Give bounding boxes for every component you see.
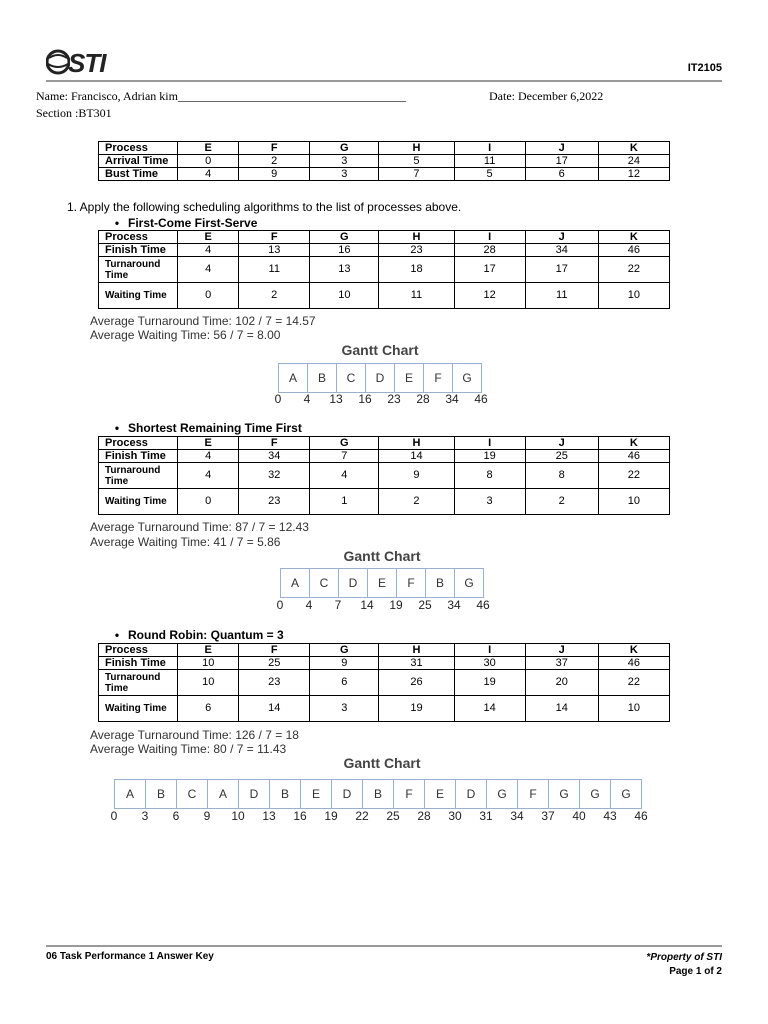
rr-table-cell: 6 — [178, 696, 239, 722]
rr-gantt-cell: B — [270, 780, 301, 808]
globe-icon — [46, 48, 70, 78]
rr-table-cell: 14 — [525, 696, 598, 722]
rr-table-cell: 23 — [239, 670, 310, 696]
fcfs-table-row-label: Finish Time — [99, 244, 178, 257]
fcfs-table-cell: 28 — [454, 244, 525, 257]
srtf-gantt-cell: A — [281, 569, 310, 597]
fcfs-gantt-chart — [278, 363, 482, 393]
srtf-table-cell: 3 — [454, 489, 525, 515]
rr-table-cell: 37 — [525, 657, 598, 670]
process-table-cell: I — [454, 142, 525, 155]
fcfs-table-row — [99, 257, 670, 283]
rr-table-cell: 9 — [310, 657, 379, 670]
rr-avg-waiting: Average Waiting Time: 80 / 7 = 11.43 — [90, 742, 287, 756]
srtf-gantt-cell: G — [455, 569, 483, 597]
process-table-cell: 11 — [454, 155, 525, 168]
srtf-gantt-tick: 34 — [447, 598, 461, 612]
srtf-table-row-label: Waiting Time — [99, 489, 178, 515]
fcfs-gantt-tick: 13 — [329, 392, 343, 406]
rr-gantt-cell: G — [549, 780, 580, 808]
fcfs-table-cell: 46 — [598, 244, 669, 257]
rr-table-cell: 25 — [239, 657, 310, 670]
fcfs-table-cell: E — [178, 231, 239, 244]
rr-gantt-tick: 25 — [386, 809, 400, 823]
rr-table-cell: J — [525, 644, 598, 657]
process-table-cell: 17 — [525, 155, 598, 168]
rr-gantt-tick: 6 — [172, 809, 180, 823]
srtf-table-row-label: Turnaround Time — [99, 463, 178, 489]
rr-table-cell: 26 — [379, 670, 454, 696]
srtf-table-row — [99, 437, 670, 450]
rr-table-row-label: Process — [99, 644, 178, 657]
fcfs-gantt-tick: 4 — [303, 392, 311, 406]
rr-gantt-cell: C — [177, 780, 208, 808]
rr-gantt-cell: D — [456, 780, 487, 808]
rr-table-cell: 30 — [454, 657, 525, 670]
rr-table-cell: F — [239, 644, 310, 657]
fcfs-table-cell: K — [598, 231, 669, 244]
srtf-gantt-cell: C — [310, 569, 339, 597]
fcfs-table-cell: 23 — [379, 244, 454, 257]
fcfs-gantt-cell: F — [424, 364, 453, 392]
process-table-row-label: Arrival Time — [99, 155, 178, 168]
process-table-cell: 2 — [239, 155, 310, 168]
rr-gantt-cell: B — [146, 780, 177, 808]
fcfs-gantt-title: Gantt Chart — [341, 342, 419, 358]
fcfs-table-cell: 10 — [598, 283, 669, 309]
srtf-table-cell: 0 — [178, 489, 239, 515]
rr-table-cell: 46 — [598, 657, 669, 670]
rr-gantt-cell: D — [332, 780, 363, 808]
srtf-table-cell: 7 — [310, 450, 379, 463]
header-divider — [46, 80, 722, 82]
rr-gantt-tick: 9 — [203, 809, 211, 823]
footer-title: 06 Task Performance 1 Answer Key — [46, 951, 214, 962]
rr-table-cell: I — [454, 644, 525, 657]
srtf-table-cell: J — [525, 437, 598, 450]
rr-table-row-label: Finish Time — [99, 657, 178, 670]
srtf-table-row — [99, 463, 670, 489]
rr-table-cell: E — [178, 644, 239, 657]
footer-right — [646, 951, 722, 979]
fcfs-table-cell: 4 — [178, 257, 239, 283]
process-table-cell: 0 — [178, 155, 239, 168]
fcfs-heading: • First-Come First-Serve — [114, 216, 258, 230]
process-table-cell: K — [598, 142, 669, 155]
fcfs-table-row — [99, 283, 670, 309]
fcfs-table-cell: J — [525, 231, 598, 244]
rr-gantt-chart — [114, 779, 642, 809]
process-table-cell: 7 — [379, 168, 454, 181]
fcfs-table-cell: 4 — [178, 244, 239, 257]
srtf-gantt-tick: 7 — [334, 598, 342, 612]
rr-gantt-tick: 34 — [510, 809, 524, 823]
srtf-table-cell: H — [379, 437, 454, 450]
srtf-gantt-tick: 25 — [418, 598, 432, 612]
rr-heading: • Round Robin: Quantum = 3 — [114, 628, 284, 642]
rr-gantt-cell: G — [611, 780, 641, 808]
fcfs-table-cell: 13 — [239, 244, 310, 257]
srtf-gantt-tick: 19 — [389, 598, 403, 612]
process-table-cell: E — [178, 142, 239, 155]
fcfs-gantt-tick: 46 — [474, 392, 488, 406]
fcfs-gantt-tick: 16 — [358, 392, 372, 406]
fcfs-gantt-ticks — [274, 392, 498, 406]
srtf-table-cell: 23 — [239, 489, 310, 515]
srtf-table-cell: 2 — [525, 489, 598, 515]
srtf-gantt-cell: B — [426, 569, 455, 597]
srtf-avg-turnaround: Average Turnaround Time: 87 / 7 = 12.43 — [90, 520, 309, 534]
rr-table-row — [99, 657, 670, 670]
rr-table-cell: 10 — [598, 696, 669, 722]
fcfs-table-cell: 13 — [310, 257, 379, 283]
srtf-table-cell: 34 — [239, 450, 310, 463]
process-table-cell: 6 — [525, 168, 598, 181]
fcfs-table-cell: I — [454, 231, 525, 244]
srtf-table-cell: 19 — [454, 450, 525, 463]
rr-gantt-cell: B — [363, 780, 394, 808]
rr-gantt-tick: 30 — [448, 809, 462, 823]
rr-gantt-tick: 3 — [141, 809, 149, 823]
fcfs-table-cell: 10 — [310, 283, 379, 309]
fcfs-table-cell: 16 — [310, 244, 379, 257]
srtf-gantt-tick: 0 — [276, 598, 284, 612]
process-table-row — [99, 155, 670, 168]
rr-table-cell: H — [379, 644, 454, 657]
process-table-cell: 3 — [310, 155, 379, 168]
fcfs-gantt-tick: 23 — [387, 392, 401, 406]
fcfs-table-cell: 0 — [178, 283, 239, 309]
student-name: Name: Francisco, Adrian kim______________________________________ — [36, 89, 406, 103]
srtf-table-cell: 2 — [379, 489, 454, 515]
rr-table-cell: 31 — [379, 657, 454, 670]
rr-table-cell: 10 — [178, 657, 239, 670]
fcfs-avg-turnaround: Average Turnaround Time: 102 / 7 = 14.57 — [90, 314, 316, 328]
fcfs-table-cell: 18 — [379, 257, 454, 283]
srtf-table-cell: E — [178, 437, 239, 450]
srtf-table-cell: 32 — [239, 463, 310, 489]
srtf-title: Shortest Remaining Time First — [128, 421, 302, 435]
process-table-cell: 3 — [310, 168, 379, 181]
srtf-table-row-label: Finish Time — [99, 450, 178, 463]
rr-gantt-tick: 40 — [572, 809, 586, 823]
fcfs-gantt-cell: G — [453, 364, 481, 392]
srtf-table-cell: I — [454, 437, 525, 450]
srtf-table-cell: F — [239, 437, 310, 450]
fcfs-gantt-tick: 34 — [445, 392, 459, 406]
srtf-gantt-chart — [280, 568, 484, 598]
question-1: 1. Apply the following scheduling algorithms to the list of processes above. — [67, 200, 462, 214]
process-table-cell: J — [525, 142, 598, 155]
process-table-cell: 12 — [598, 168, 669, 181]
rr-gantt-cell: G — [580, 780, 611, 808]
course-code: IT2105 — [687, 62, 722, 74]
rr-table-cell: 6 — [310, 670, 379, 696]
rr-gantt-tick: 31 — [479, 809, 493, 823]
rr-gantt-tick: 16 — [293, 809, 307, 823]
rr-gantt-cell: D — [239, 780, 270, 808]
rr-table-cell: 19 — [379, 696, 454, 722]
srtf-gantt-cell: E — [368, 569, 397, 597]
rr-gantt-tick: 10 — [231, 809, 245, 823]
srtf-table-cell: 9 — [379, 463, 454, 489]
rr-table-row-label: Turnaround Time — [99, 670, 178, 696]
fcfs-table-cell: 12 — [454, 283, 525, 309]
fcfs-table-cell: G — [310, 231, 379, 244]
rr-title: Round Robin: Quantum = 3 — [128, 628, 284, 642]
fcfs-gantt-tick: 28 — [416, 392, 430, 406]
srtf-avg-waiting: Average Waiting Time: 41 / 7 = 5.86 — [90, 535, 281, 549]
fcfs-gantt-tick: 0 — [274, 392, 282, 406]
process-table-cell: H — [379, 142, 454, 155]
rr-gantt-cell: F — [518, 780, 549, 808]
rr-gantt-cell: F — [394, 780, 425, 808]
srtf-table-cell: 4 — [178, 450, 239, 463]
rr-gantt-tick: 0 — [110, 809, 118, 823]
footer-divider — [46, 945, 722, 947]
srtf-table-cell: 46 — [598, 450, 669, 463]
rr-avg-turnaround: Average Turnaround Time: 126 / 7 = 18 — [90, 728, 299, 742]
fcfs-table-row — [99, 244, 670, 257]
fcfs-table-cell: H — [379, 231, 454, 244]
process-table-row — [99, 142, 670, 155]
fcfs-gantt-cell: D — [366, 364, 395, 392]
rr-table-cell: 14 — [454, 696, 525, 722]
fcfs-table-cell: 34 — [525, 244, 598, 257]
fcfs-table-cell: 11 — [379, 283, 454, 309]
sti-logo — [46, 46, 116, 78]
srtf-table-row — [99, 489, 670, 515]
date-field: Date: December 6,2022 — [489, 89, 604, 103]
srtf-gantt-tick: 14 — [360, 598, 374, 612]
logo-text: STI — [68, 48, 106, 78]
rr-gantt-cell: E — [425, 780, 456, 808]
process-table-row-label: Process — [99, 142, 178, 155]
srtf-gantt-tick: 4 — [305, 598, 313, 612]
rr-table-cell: G — [310, 644, 379, 657]
fcfs-gantt-cell: A — [279, 364, 308, 392]
fcfs-table-cell: 11 — [525, 283, 598, 309]
srtf-gantt-ticks — [276, 598, 500, 612]
srtf-table — [98, 436, 670, 515]
srtf-table-cell: 8 — [525, 463, 598, 489]
fcfs-avg-waiting: Average Waiting Time: 56 / 7 = 8.00 — [90, 328, 281, 342]
srtf-table-cell: 14 — [379, 450, 454, 463]
rr-table-cell: 19 — [454, 670, 525, 696]
process-table-cell: 4 — [178, 168, 239, 181]
srtf-gantt-cell: F — [397, 569, 426, 597]
rr-table-row — [99, 644, 670, 657]
section-field: Section :BT301 — [36, 106, 112, 120]
process-table-row-label: Bust Time — [99, 168, 178, 181]
rr-table-row — [99, 696, 670, 722]
rr-gantt-tick: 43 — [603, 809, 617, 823]
rr-table-cell: 3 — [310, 696, 379, 722]
fcfs-table-cell: 22 — [598, 257, 669, 283]
process-table — [98, 141, 670, 181]
rr-table-cell: 22 — [598, 670, 669, 696]
srtf-table-cell: 4 — [178, 463, 239, 489]
fcfs-table-cell: 17 — [454, 257, 525, 283]
srtf-table-row — [99, 450, 670, 463]
srtf-table-cell: G — [310, 437, 379, 450]
page-number: Page 1 of 2 — [669, 966, 722, 977]
fcfs-gantt-cell: E — [395, 364, 424, 392]
rr-gantt-cell: G — [487, 780, 518, 808]
srtf-table-cell: K — [598, 437, 669, 450]
rr-gantt-ticks — [110, 809, 654, 823]
fcfs-title: First-Come First-Serve — [128, 216, 258, 230]
fcfs-table-cell: F — [239, 231, 310, 244]
srtf-table-cell: 8 — [454, 463, 525, 489]
srtf-table-row-label: Process — [99, 437, 178, 450]
srtf-heading: • Shortest Remaining Time First — [114, 421, 302, 435]
rr-table-cell: 10 — [178, 670, 239, 696]
srtf-gantt-title: Gantt Chart — [343, 548, 421, 564]
process-table-cell: F — [239, 142, 310, 155]
fcfs-table-row-label: Turnaround Time — [99, 257, 178, 283]
rr-gantt-title: Gantt Chart — [343, 755, 421, 771]
process-table-cell: 24 — [598, 155, 669, 168]
fcfs-table-row — [99, 231, 670, 244]
fcfs-table-row-label: Waiting Time — [99, 283, 178, 309]
rr-table-cell: 20 — [525, 670, 598, 696]
srtf-table-cell: 22 — [598, 463, 669, 489]
fcfs-table-cell: 2 — [239, 283, 310, 309]
process-table-cell: 5 — [379, 155, 454, 168]
fcfs-gantt-cell: B — [308, 364, 337, 392]
srtf-gantt-cell: D — [339, 569, 368, 597]
rr-gantt-cell: E — [301, 780, 332, 808]
fcfs-table-row-label: Process — [99, 231, 178, 244]
rr-table-row-label: Waiting Time — [99, 696, 178, 722]
srtf-table-cell: 10 — [598, 489, 669, 515]
rr-gantt-cell: A — [115, 780, 146, 808]
rr-table-row — [99, 670, 670, 696]
rr-gantt-tick: 46 — [634, 809, 648, 823]
srtf-table-cell: 1 — [310, 489, 379, 515]
rr-gantt-tick: 13 — [262, 809, 276, 823]
rr-gantt-tick: 19 — [324, 809, 338, 823]
rr-gantt-tick: 22 — [355, 809, 369, 823]
rr-table-cell: 14 — [239, 696, 310, 722]
process-table-cell: 5 — [454, 168, 525, 181]
srtf-table-cell: 4 — [310, 463, 379, 489]
rr-table-cell: K — [598, 644, 669, 657]
rr-gantt-tick: 28 — [417, 809, 431, 823]
rr-gantt-tick: 37 — [541, 809, 555, 823]
property-note: *Property of STI — [646, 952, 722, 963]
fcfs-table — [98, 230, 670, 309]
fcfs-gantt-cell: C — [337, 364, 366, 392]
srtf-table-cell: 25 — [525, 450, 598, 463]
fcfs-table-cell: 17 — [525, 257, 598, 283]
process-table-row — [99, 168, 670, 181]
fcfs-table-cell: 11 — [239, 257, 310, 283]
rr-gantt-cell: A — [208, 780, 239, 808]
srtf-gantt-tick: 46 — [476, 598, 490, 612]
process-table-cell: G — [310, 142, 379, 155]
rr-table — [98, 643, 670, 722]
process-table-cell: 9 — [239, 168, 310, 181]
